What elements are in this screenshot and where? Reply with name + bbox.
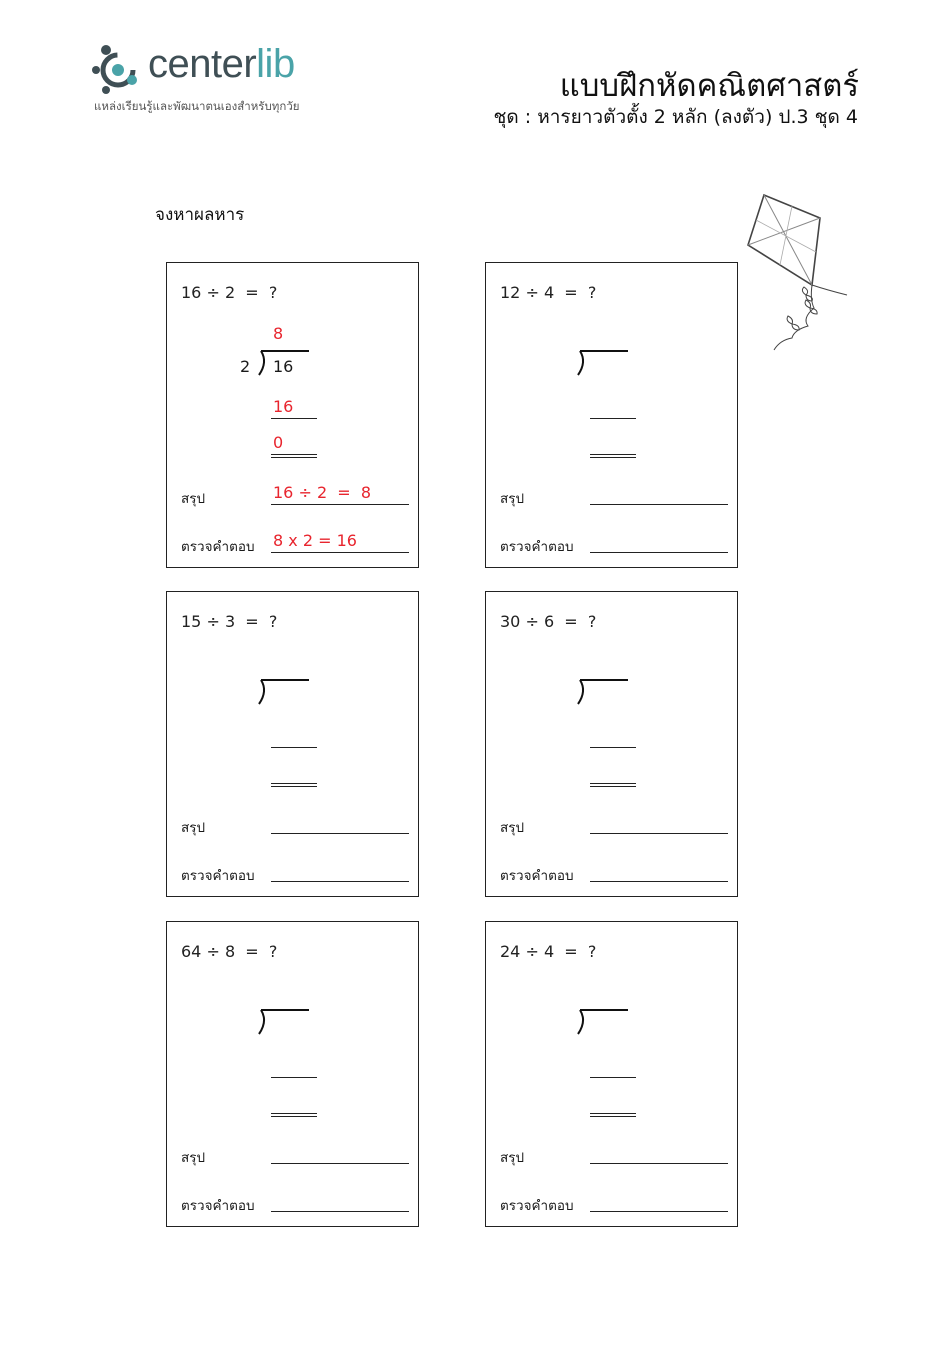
exercise-box-3 (485, 591, 738, 897)
check-answer-line[interactable] (590, 1211, 728, 1212)
long-division-bracket (255, 1008, 311, 1038)
remainder-value: 0 (273, 433, 284, 452)
remainder-double-line-bottom (590, 786, 636, 787)
remainder-double-line-top[interactable] (590, 783, 636, 784)
logo-word-center: center (148, 42, 257, 86)
check-label: ตรวจคำตอบ (500, 1198, 574, 1214)
subtraction-line[interactable] (271, 747, 317, 748)
logo-molecule-icon (92, 40, 150, 98)
summary-label: สรุป (500, 1150, 525, 1166)
remainder-double-line-bottom (271, 457, 317, 458)
remainder-double-line-top (271, 454, 317, 455)
exercise-box-5 (485, 921, 738, 1227)
problem-text: 30 ÷ 6 = ? (500, 612, 597, 631)
summary-label: สรุป (500, 491, 525, 507)
exercise-box-1 (485, 262, 738, 568)
remainder-double-line-bottom (590, 457, 636, 458)
long-division-bracket (255, 678, 311, 708)
logo-word-lib: lib (256, 42, 295, 86)
subtraction-line[interactable] (590, 1077, 636, 1078)
remainder-double-line-top[interactable] (271, 783, 317, 784)
remainder-double-line-top[interactable] (271, 1113, 317, 1114)
exercise-box-4 (166, 921, 419, 1227)
remainder-double-line-bottom (271, 786, 317, 787)
dividend-value: 16 (273, 357, 294, 376)
page-subtitle: ชุด : หารยาวตัวตั้ง 2 หลัก (ลงตัว) ป.3 ชุด 4 (493, 106, 858, 128)
check-label: ตรวจคำตอบ (500, 868, 574, 884)
check-answer: 8 x 2 = 16 (273, 531, 357, 550)
check-label: ตรวจคำตอบ (181, 1198, 255, 1214)
problem-text: 24 ÷ 4 = ? (500, 942, 597, 961)
remainder-double-line-top[interactable] (590, 1113, 636, 1114)
logo-tagline: แหล่งเรียนรู้และพัฒนาตนเองสำหรับทุกวัย (94, 99, 300, 113)
problem-text: 15 ÷ 3 = ? (181, 612, 278, 631)
remainder-double-line-bottom (271, 1116, 317, 1117)
check-label: ตรวจคำตอบ (181, 539, 255, 555)
subtraction-line[interactable] (271, 1077, 317, 1078)
summary-answer: 16 ÷ 2 = 8 (273, 483, 372, 502)
summary-answer-line[interactable] (590, 833, 728, 834)
long-division-bracket (574, 678, 630, 708)
summary-answer-line[interactable] (271, 1163, 409, 1164)
remainder-double-line-top[interactable] (590, 454, 636, 455)
problem-text: 12 ÷ 4 = ? (500, 283, 597, 302)
summary-answer-line[interactable] (590, 1163, 728, 1164)
check-label: ตรวจคำตอบ (500, 539, 574, 555)
remainder-double-line-bottom (590, 1116, 636, 1117)
summary-label: สรุป (500, 820, 525, 836)
subtraction-line (271, 418, 317, 419)
summary-label: สรุป (181, 1150, 206, 1166)
centerlib-logo (92, 40, 352, 120)
long-division-bracket (574, 1008, 630, 1038)
subtraction-value: 16 (273, 397, 294, 416)
subtraction-line[interactable] (590, 418, 636, 419)
subtraction-line[interactable] (590, 747, 636, 748)
check-answer-line[interactable] (590, 552, 728, 553)
logo-wordmark (148, 42, 295, 87)
check-answer-line[interactable] (271, 1211, 409, 1212)
summary-answer-line[interactable] (590, 504, 728, 505)
problem-text: 16 ÷ 2 = ? (181, 283, 278, 302)
summary-label: สรุป (181, 820, 206, 836)
summary-answer-line[interactable] (271, 833, 409, 834)
check-answer-line[interactable] (590, 881, 728, 882)
quotient-answer: 8 (273, 324, 284, 343)
summary-answer-line (271, 504, 409, 505)
divisor-value: 2 (240, 357, 251, 376)
long-division-bracket (574, 349, 630, 379)
example-problem-box (166, 262, 419, 568)
check-answer-line[interactable] (271, 881, 409, 882)
page-title: แบบฝึกหัดคณิตศาสตร์ (559, 68, 859, 104)
problem-text: 64 ÷ 8 = ? (181, 942, 278, 961)
instruction-text: จงหาผลหาร (155, 205, 245, 225)
check-label: ตรวจคำตอบ (181, 868, 255, 884)
summary-label: สรุป (181, 491, 206, 507)
check-answer-line (271, 552, 409, 553)
kite-illustration (742, 190, 852, 360)
exercise-box-2 (166, 591, 419, 897)
